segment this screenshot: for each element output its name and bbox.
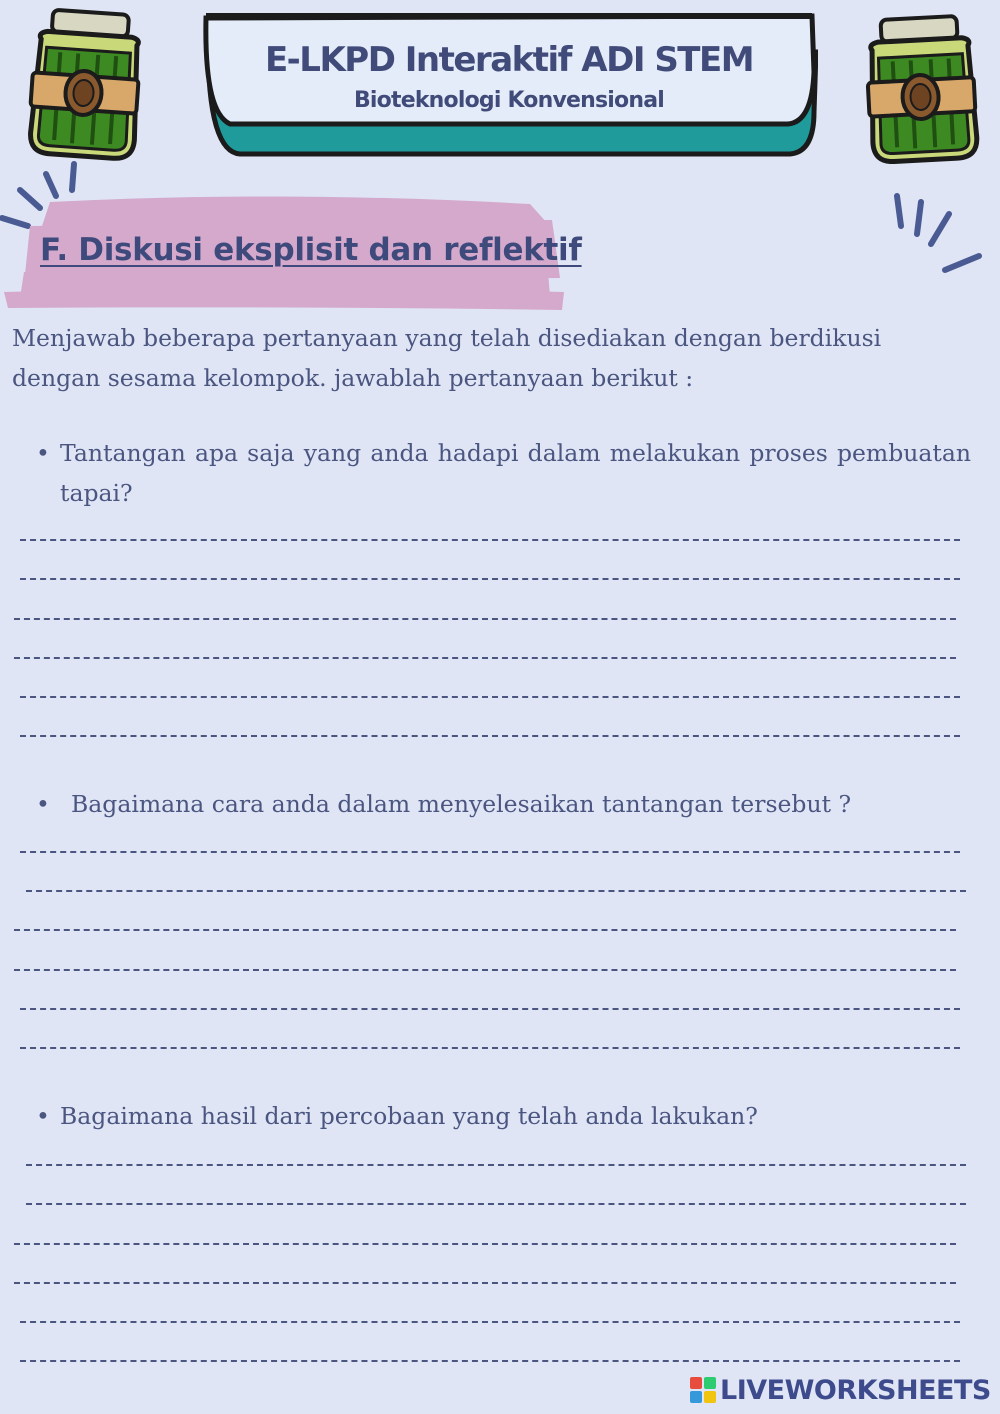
answer-line[interactable] xyxy=(20,1360,960,1362)
answer-line[interactable] xyxy=(26,890,966,892)
answer-line[interactable] xyxy=(14,1282,956,1284)
bullet: • xyxy=(36,790,50,818)
answer-line[interactable] xyxy=(20,696,960,698)
answer-line[interactable] xyxy=(20,539,960,541)
question-1 xyxy=(36,433,971,513)
answer-line[interactable] xyxy=(14,657,956,659)
question-text: Bagaimana cara anda dalam menyelesaikan tantangan tersebut ? xyxy=(71,790,852,818)
answer-line[interactable] xyxy=(20,735,960,737)
worksheet-subtitle: Bioteknologi Konvensional xyxy=(353,88,665,113)
answer-line[interactable] xyxy=(14,969,956,971)
question-3 xyxy=(36,1096,971,1136)
brand-name: LIVEWORKSHEETS xyxy=(720,1374,991,1406)
question-text: Bagaimana hasil dari percobaan yang telah anda lakukan? xyxy=(60,1102,758,1130)
answer-line[interactable] xyxy=(26,1164,966,1166)
header-banner xyxy=(200,12,818,158)
answer-line[interactable] xyxy=(20,1008,960,1010)
answer-line[interactable] xyxy=(20,1047,960,1049)
question-text: Tantangan apa saja yang anda hadapi dalam melakukan proses pembuatan tapai? xyxy=(60,439,971,507)
bullet: • xyxy=(36,1102,50,1130)
answer-line[interactable] xyxy=(20,851,960,853)
answer-line[interactable] xyxy=(20,1321,960,1323)
bullet: • xyxy=(36,439,50,467)
answer-line[interactable] xyxy=(14,929,956,931)
answer-line[interactable] xyxy=(26,1203,966,1205)
answer-line[interactable] xyxy=(14,1243,956,1245)
pickle-jar-icon xyxy=(14,6,154,166)
liveworksheets-logo[interactable] xyxy=(690,1372,991,1408)
worksheet-title: E-LKPD Interaktif ADI STEM xyxy=(264,40,754,80)
answer-line[interactable] xyxy=(14,618,956,620)
burst-lines-icon xyxy=(885,190,985,280)
section-heading: F. Diskusi eksplisit dan reflektif xyxy=(40,232,582,268)
brand-logo-icon xyxy=(690,1377,716,1403)
answer-line[interactable] xyxy=(20,578,960,580)
question-2 xyxy=(36,784,971,824)
pickle-jar-icon xyxy=(850,6,990,166)
instructions-text: Menjawab beberapa pertanyaan yang telah disediakan dengan berdikusi dengan sesama kelompok. jawablah pertanyaan berikut : xyxy=(12,324,882,392)
